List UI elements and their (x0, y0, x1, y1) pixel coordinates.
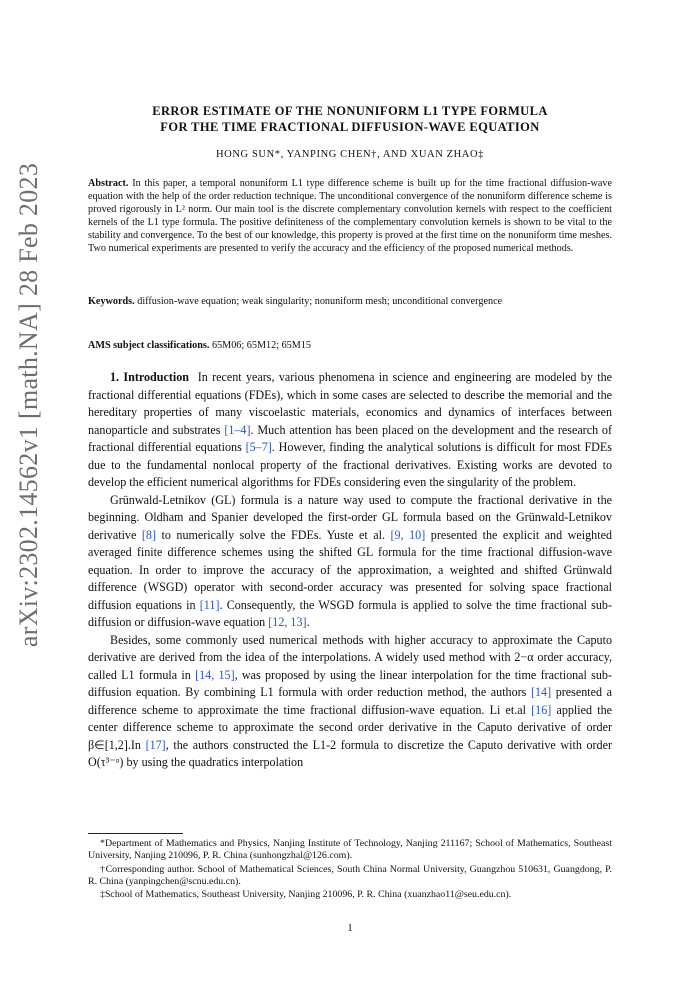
keywords-text: diffusion-wave equation; weak singularity; nonuniform mesh; unconditional convergence (137, 296, 503, 307)
abstract (88, 177, 612, 256)
ams-classifications (88, 339, 612, 352)
paper-title (85, 103, 615, 135)
paragraph-text: . (306, 615, 310, 629)
abstract-text: In this paper, a temporal nonuniform L1 type difference scheme is built up for the time fractional diffusion-wave equation with the help of the order reduction technique. The unconditional convergence of the nonuniform difference scheme is proved rigorously in L² norm. Our main tool is the discrete complementary convolution kernels with respect to the coefficient kernels of the L1 type formula. The positive definiteness of the complementary convolution kernels is shown to be vital to the stability and convergence. To the best of our knowledge, this property is proved at the first time on the nonuniform time meshes. Two numerical experiments are presented to verify the accuracy and the efficiency of the proposed numerical methods. (88, 178, 612, 255)
section-heading: 1. Introduction (110, 370, 190, 384)
intro-paragraph-3 (88, 632, 612, 772)
citation-link[interactable]: [11] (199, 597, 220, 612)
citation-link[interactable]: [14] (530, 685, 552, 699)
title-line-2: FOR THE TIME FRACTIONAL DIFFUSION-WAVE EQUATION (160, 120, 540, 134)
intro-paragraph-1 (88, 369, 612, 492)
paragraph-text: , was proposed by using the linear interpolation for the time fractional sub-diffusion equation. By combining L1 formula with order reduction method, the authors (88, 667, 613, 699)
footnote-1: *Department of Mathematics and Physics, Nanjing Institute of Technology, Nanjing 211167; School of Mathematics, Southeast University, Nanjing 210096, P. R. China (sunhongzhal@126.com). (88, 838, 612, 862)
paragraph-text: . However, finding the analytical solutions is difficult for most FDEs due to the fundamental nonlocal property of the fractional derivatives. Existing works are devoted to develop the efficient numerical algorithms for FDEs considering even the singularity of the problem. (88, 440, 612, 489)
footnote-2: †Corresponding author. School of Mathematical Sciences, South China Normal University, Guangzhou 510631, Guangdong, P. R. China (yanpingchen@scnu.edu.cn). (88, 863, 612, 887)
arxiv-sidebar-stamp (10, 145, 48, 665)
citation-link[interactable]: [17] (145, 737, 166, 752)
paragraph-text: applied the center difference scheme to approximate the second order derivative in the Caputo derivative of order β∈[1,2].In (88, 702, 613, 752)
introduction-section (88, 369, 612, 772)
paragraph-text: to numerically solve the FDEs. Yuste et al. (155, 527, 391, 542)
ams-text: 65M06; 65M12; 65M15 (211, 340, 312, 351)
paragraph-text: presented the explicit and weighted averaged finite difference schemes using the shifted GL formula for the time fractional diffusion-wave equation. In order to improve the accuracy of the approximation, a weighted and shifted Grünwald difference (WSGD) operator with second-order accuracy was presented for solving space fractional diffusion equations in (88, 527, 612, 612)
citation-link[interactable]: [9, 10] (390, 527, 426, 542)
paragraph-text: presented a difference scheme to approximate the time fractional diffusion-wave equation. Li et.al (88, 685, 612, 717)
citation-link[interactable]: [8] (141, 527, 156, 542)
citation-link[interactable]: [14, 15] (195, 667, 235, 682)
paragraph-text: Besides, some commonly used numerical methods with higher accuracy to approximate the Caputo derivative are derived from the idea of the interpolations. A widely used method with 2−α order accuracy, called L1 formula in (88, 632, 612, 682)
keywords-label: Keywords. (88, 296, 135, 307)
footnotes (88, 838, 612, 902)
paragraph-text: In recent years, various phenomena in science and engineering are modeled by the fractional differential equations (FDEs), which in some cases are selected to describe the memorial and the hereditary properties of many viscoelastic materials, economics and dynamics of interfaces between nanoparticle and substrates (88, 370, 613, 437)
page-number: 1 (347, 922, 353, 934)
author-list: HONG SUN*, YANPING CHEN†, AND XUAN ZHAO‡ (215, 149, 485, 160)
intro-paragraph-2 (88, 492, 612, 632)
keywords (88, 295, 612, 308)
title-line-1: ERROR ESTIMATE OF THE NONUNIFORM L1 TYPE FORMULA (152, 104, 548, 118)
citation-link[interactable]: [12, 13] (268, 615, 307, 629)
abstract-label: Abstract. (88, 178, 129, 189)
citation-link[interactable]: [16] (531, 702, 552, 717)
paragraph-text: . Much attention has been placed on the development and the research of fractional differential equations (88, 422, 612, 454)
footnote-divider (88, 833, 183, 834)
footnote-3: ‡School of Mathematics, Southeast University, Nanjing 210096, P. R. China (xuanzhao11@seu.edu.cn). (100, 889, 512, 901)
paragraph-text: . Consequently, the WSGD formula is applied to solve the time fractional sub-diffusion or diffusion-wave equation (88, 597, 612, 629)
arxiv-id: arXiv:2302.14562v1 [math.NA] 28 Feb 2023 (14, 162, 43, 648)
ams-label: AMS subject classifications. (88, 340, 210, 351)
paragraph-text: Grünwald-Letnikov (GL) formula is a nature way used to compute the fractional derivative in the beginning. Oldham and Spanier developed the first-order GL formula based on the Grünwald-Letnikov derivative (88, 492, 612, 542)
citation-link[interactable]: [1–4] (224, 422, 251, 437)
paragraph-text: , the authors constructed the L1-2 formula to discretize the Caputo derivative with order O(τ³⁻ᵅ) by using the quadratics interpolation (88, 737, 612, 769)
citation-link[interactable]: [5–7] (245, 440, 272, 454)
